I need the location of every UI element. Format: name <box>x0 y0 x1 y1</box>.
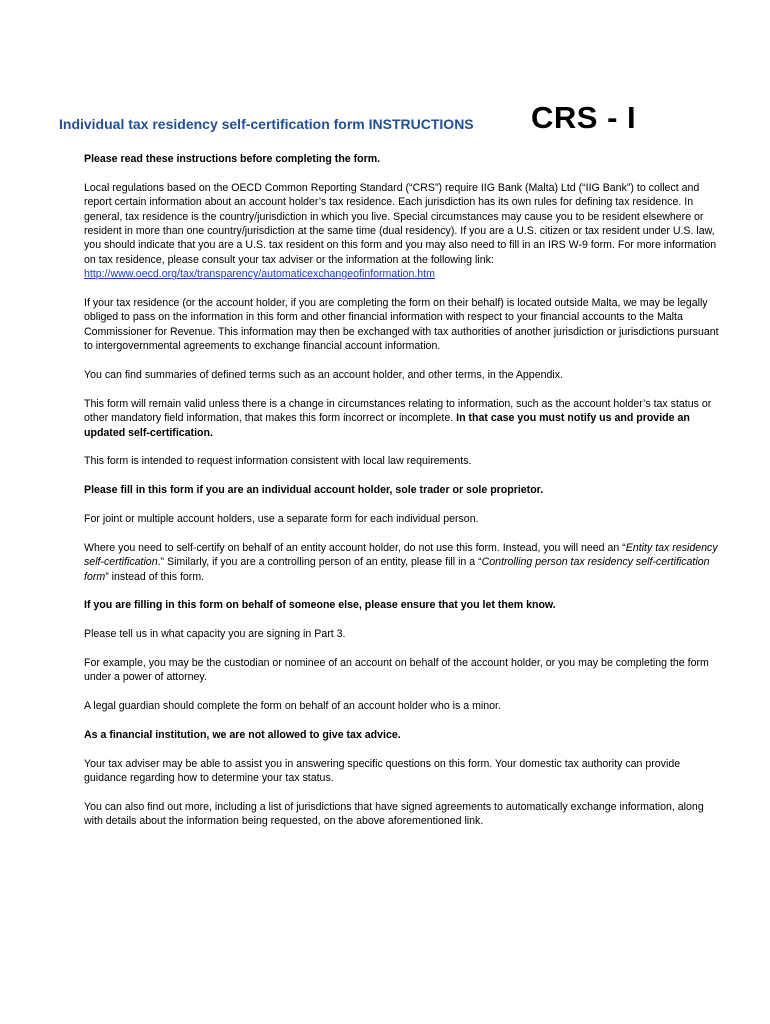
capacity-paragraph: Please tell us in what capacity you are signing in Part 3. <box>84 628 346 641</box>
local-regulations-text: Local regulations based on the OECD Common Reporting Standard (“CRS”) require IIG Bank (Malta) Ltd (“IIG Bank”) to collect and report certain information about an account holder’s tax residence. Each jurisdiction has its own rules for defining tax residence. In general, tax residence is the country/jurisdiction in which you live. Special circumstances may cause you to be resident elsewhere or resident in more than one country/jurisdiction at the same time (dual residency). If you are a U.S. citizen or tax resident under U.S. law, you should indicate that you are a U.S. tax resident on this form and you may also need to fill in an IRS W-9 form. For more information on tax residence, please consult your tax adviser or the information at the following link: <box>84 181 717 266</box>
fill-individual-paragraph: Please fill in this form if you are an individual account holder, sole trader or sole proprietor. <box>84 484 544 497</box>
read-first-paragraph: Please read these instructions before completing the form. <box>84 153 381 165</box>
no-advice-paragraph: As a financial institution, we are not allowed to give tax advice. <box>84 729 401 742</box>
local-law-paragraph: This form is intended to request information consistent with local law requirements. <box>84 455 472 468</box>
oecd-link[interactable]: http://www.oecd.org/tax/transparency/automaticexchangeofinformation.htm <box>84 268 435 281</box>
example-paragraph: For example, you may be the custodian or nominee of an account on behalf of the account holder, or you may be completing the form under a power of attorney. <box>84 657 709 684</box>
entity-text-1: Where you need to self-certify on behalf of an entity account holder, do not use this form. Instead, you will need an “ <box>84 541 626 554</box>
validity-text: This form will remain valid unless there is a change in circumstances relating to information, such as the account holder’s tax status or other mandatory field information, that makes this form incorrect or incomplete. <box>84 397 712 425</box>
validity-paragraph <box>84 397 724 440</box>
joint-holders-paragraph: For joint or multiple account holders, use a separate form for each individual person. <box>84 513 479 526</box>
tax-adviser-paragraph: Your tax adviser may be able to assist you in answering specific questions on this form. Your domestic tax authority can provide guidance regarding how to determine your tax status. <box>84 757 681 785</box>
entity-form-name: Entity tax residency self-certification <box>84 541 718 569</box>
outside-malta-paragraph: If your tax residence (or the account holder, if you are completing the form on their behalf) is located outside Malta, we may be legally obliged to pass on the information in this form and other financial information with respect to your financial accounts to the Malta Commissioner for Revenue. This information may then be exchanged with tax authorities of another jurisdiction or jurisdictions pursuant to intergovernmental agreements to exchange financial account information. <box>84 297 719 353</box>
entity-text-3: ” instead of this form. <box>105 570 205 583</box>
controlling-person-form-name: Controlling person tax residency self-certification form <box>84 556 710 583</box>
local-regulations-paragraph <box>84 181 724 282</box>
entity-text-2: .” Similarly, if you are a controlling person of an entity, please fill in a “ <box>157 556 482 569</box>
instructions-body <box>84 152 724 843</box>
entity-paragraph <box>84 541 724 584</box>
find-more-paragraph: You can also find out more, including a list of jurisdictions that have signed agreements to automatically exchange information, along with details about the information being requested, on the above aforementioned link. <box>84 801 704 828</box>
validity-notice: In that case you must notify us and provide an updated self-certification. <box>84 412 690 439</box>
on-behalf-paragraph: If you are filling in this form on behalf of someone else, please ensure that you let them know. <box>84 599 556 612</box>
guardian-paragraph: A legal guardian should complete the form on behalf of an account holder who is a minor. <box>84 700 501 713</box>
form-code: CRS - I <box>531 100 637 135</box>
form-title: Individual tax residency self-certification form INSTRUCTIONS <box>59 116 474 132</box>
appendix-paragraph: You can find summaries of defined terms such as an account holder, and other terms, in the Appendix. <box>84 369 563 382</box>
